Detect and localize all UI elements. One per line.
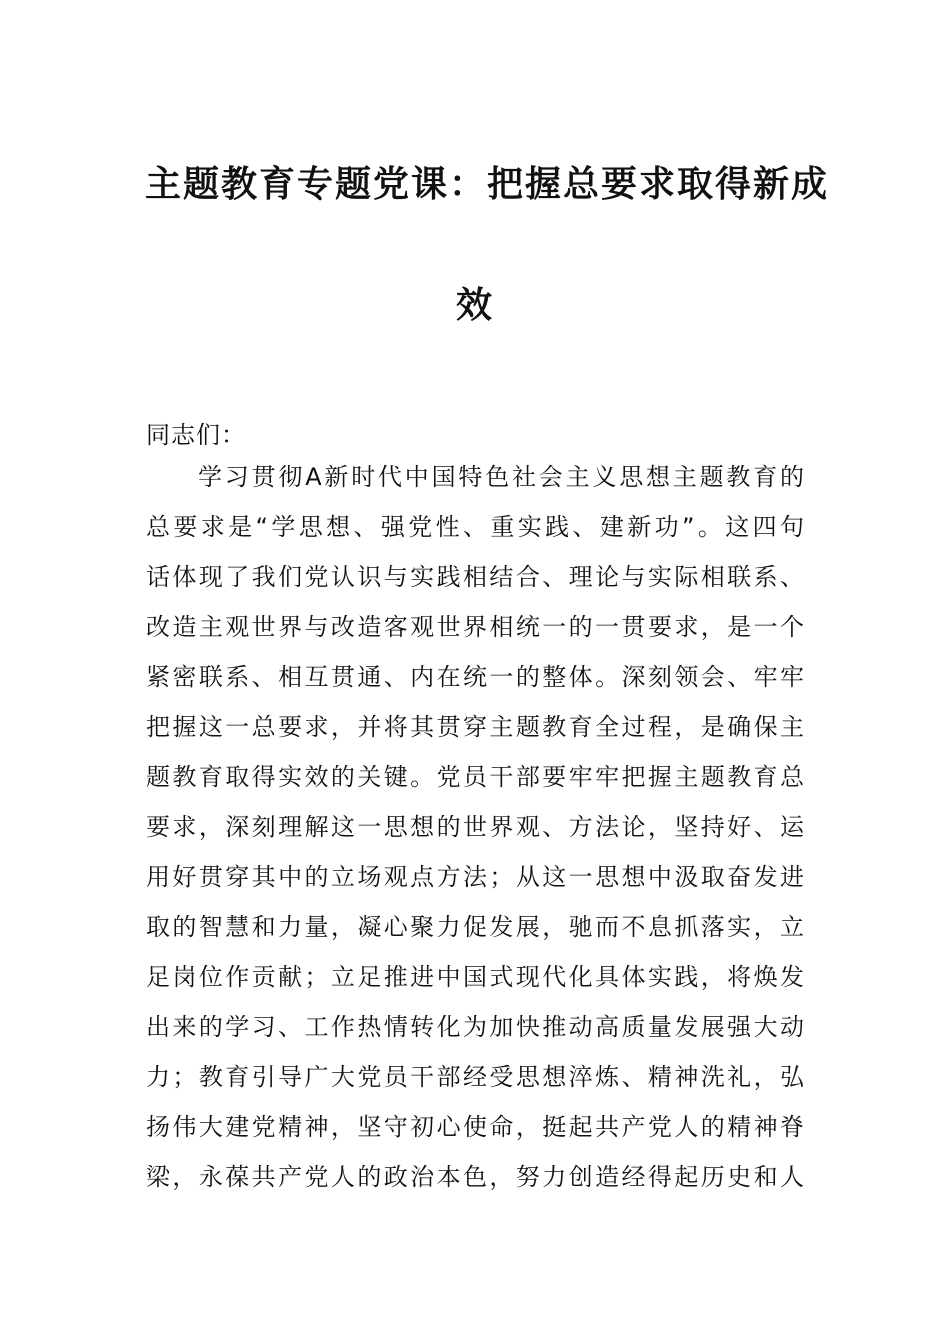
paragraph-line: 话体现了我们党认识与实践相结合、理论与实际相联系、 bbox=[146, 563, 804, 591]
paragraph-line: 学习贯彻A新时代中国特色社会主义思想主题教育的 bbox=[198, 463, 804, 491]
paragraph-line: 力；教育引导广大党员干部经受思想淬炼、精神洗礼，弘 bbox=[146, 1063, 804, 1091]
paragraph-line: 把握这一总要求，并将其贯穿主题教育全过程，是确保主 bbox=[146, 713, 804, 741]
document-title-line-2: 效 bbox=[455, 284, 494, 326]
paragraph-line: 要求，深刻理解这一思想的世界观、方法论，坚持好、运 bbox=[146, 813, 804, 841]
paragraph-line: 用好贯穿其中的立场观点方法；从这一思想中汲取奋发进 bbox=[146, 863, 804, 891]
paragraph-line: 出来的学习、工作热情转化为加快推动高质量发展强大动 bbox=[146, 1013, 804, 1041]
salutation: 同志们： bbox=[146, 421, 246, 449]
paragraph-line: 题教育取得实效的关键。党员干部要牢牢把握主题教育总 bbox=[146, 763, 804, 791]
document-title-line-1: 主题教育专题党课：把握总要求取得新成 bbox=[145, 163, 830, 205]
paragraph-line: 取的智慧和力量，凝心聚力促发展，驰而不息抓落实，立 bbox=[146, 913, 804, 941]
paragraph-line: 扬伟大建党精神，坚守初心使命，挺起共产党人的精神脊 bbox=[146, 1113, 804, 1141]
paragraph-line: 改造主观世界与改造客观世界相统一的一贯要求，是一个 bbox=[146, 613, 804, 641]
paragraph-line: 梁，永葆共产党人的政治本色，努力创造经得起历史和人 bbox=[146, 1163, 804, 1191]
paragraph-line: 足岗位作贡献；立足推进中国式现代化具体实践，将焕发 bbox=[146, 963, 804, 991]
paragraph-line: 紧密联系、相互贯通、内在统一的整体。深刻领会、牢牢 bbox=[146, 663, 804, 691]
paragraph-line: 总要求是“学思想、强党性、重实践、建新功”。这四句 bbox=[146, 513, 804, 541]
